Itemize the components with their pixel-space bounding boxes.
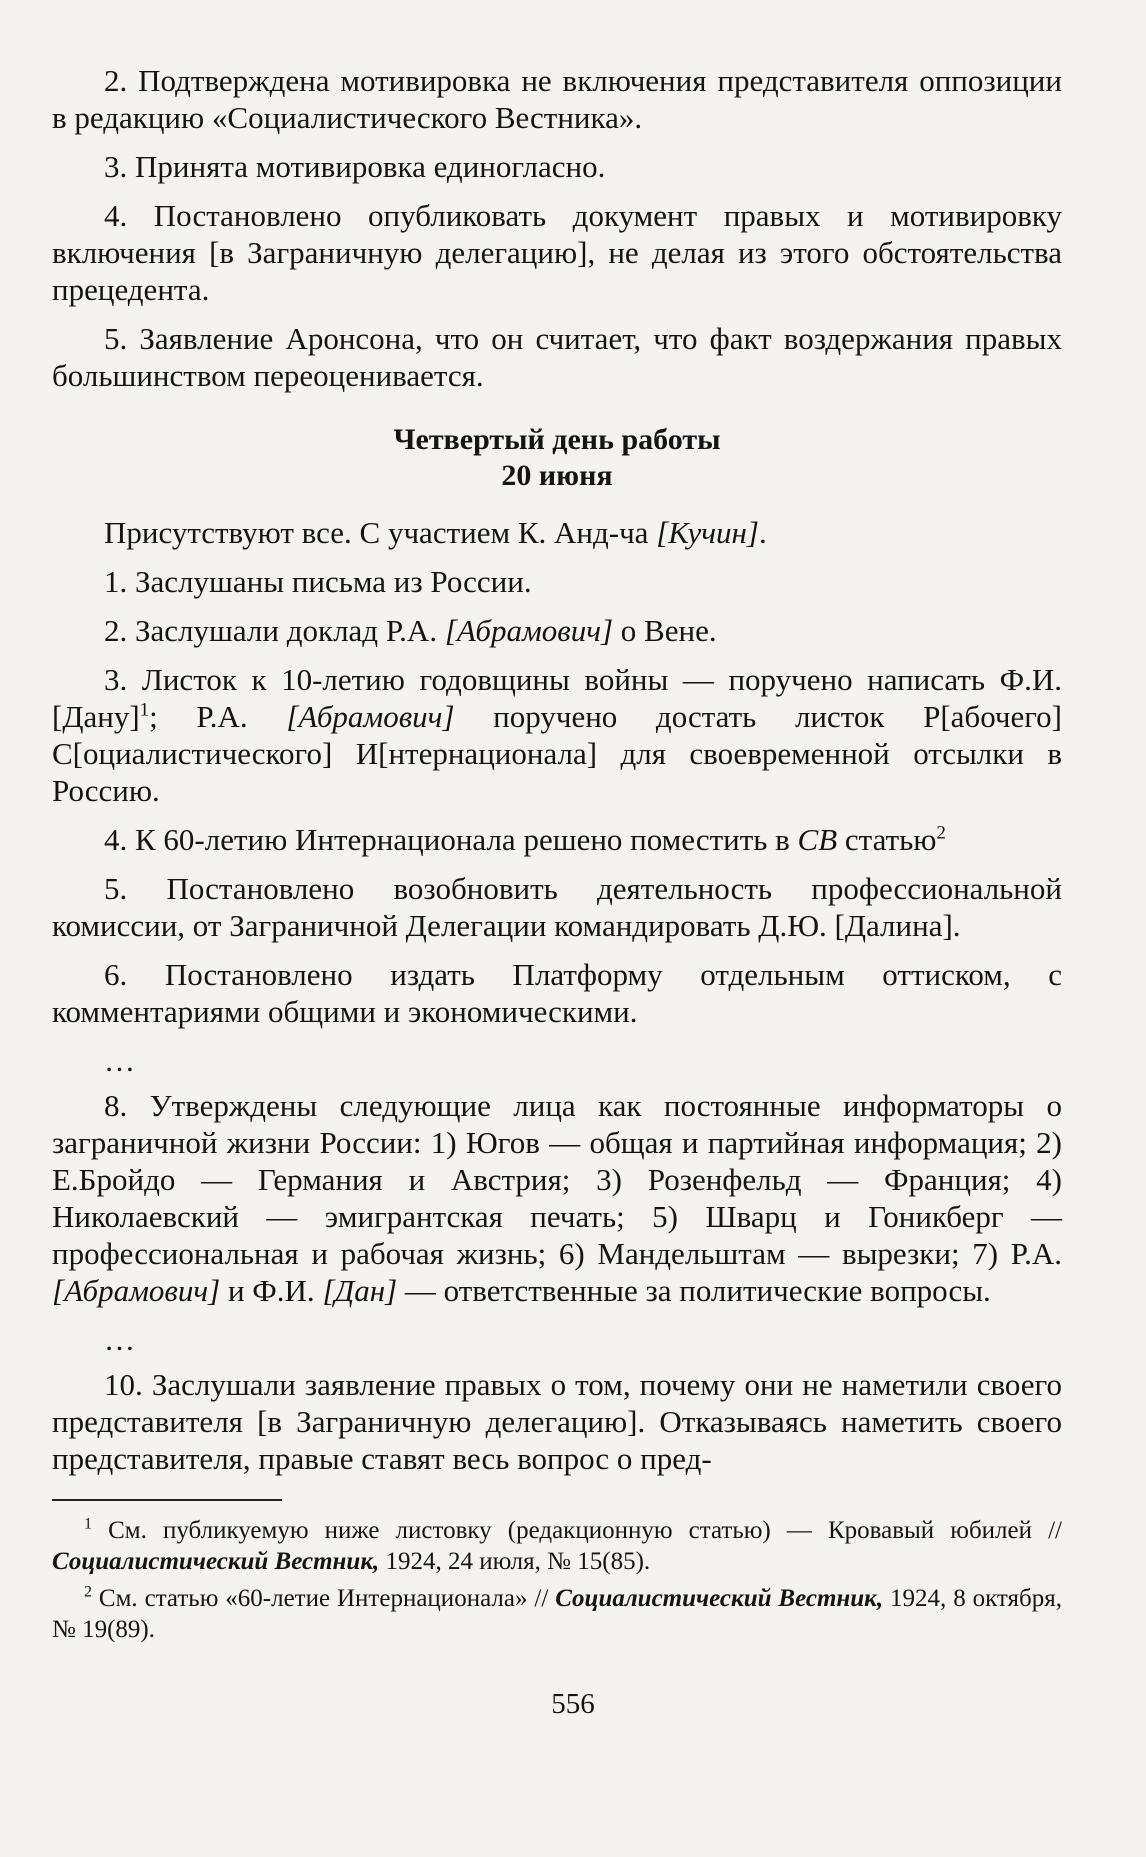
section-title: Четвертый день работы <box>393 423 721 456</box>
page-body <box>52 62 1062 1651</box>
footnote-1-journal: Социалистический Вестник, <box>52 1548 380 1575</box>
footnote-2-end: 1924, 8 октября, № 19(89). <box>52 1585 1063 1643</box>
item-8-text-b: и Ф.И. <box>220 1273 323 1308</box>
ellipsis-2: … <box>104 1322 135 1357</box>
footnote-2-number: 2 <box>84 1583 92 1601</box>
item-2-end: о Вене. <box>613 613 717 648</box>
attendance-line <box>52 514 1062 551</box>
item-8-italic-1: [Абрамович] <box>52 1273 221 1308</box>
footnote-1-end: 1924, 24 июля, № 15(85). <box>379 1548 651 1575</box>
paragraph-item-4: 4. Постановлено опубликовать документ правых и мотивировку включения [в Заграничную делегацию], не делая из этого обстоятельства прецедента. <box>52 198 1062 307</box>
item-8 <box>52 1087 1062 1309</box>
attendance-italic: [Кучин] <box>656 515 759 550</box>
footnote-2-text: См. статью «60-летие Интернационала» // <box>92 1585 556 1612</box>
footnote-1-text: См. публикуемую ниже листовку (редакционную статью) — Кровавый юбилей // <box>92 1517 1062 1544</box>
item-2 <box>52 612 1062 649</box>
paragraph-item-3: 3. Принята мотивировка единогласно. <box>104 149 606 184</box>
item-5: 5. Постановлено возобновить деятельность профессиональной комиссии, от Заграничной Делегации командировать Д.Ю. [Далина]. <box>52 871 1062 943</box>
footnote-1-number: 1 <box>84 1515 92 1533</box>
item-4-italic: СВ <box>797 822 838 857</box>
item-6: 6. Постановлено издать Платформу отдельным оттиском, с комментариями общими и экономическими. <box>52 957 1062 1029</box>
item-4-text: 4. К 60-летию Интернационала решено поместить в <box>104 822 798 857</box>
ellipsis-1: … <box>104 1043 135 1078</box>
item-8-end: — ответственные за политические вопросы. <box>397 1273 991 1308</box>
item-4-end: статью <box>837 822 937 857</box>
item-8-text: 8. Утверждены следующие лица как постоянные информаторы о заграничной жизни России: 1) Югов — общая и партийная информация; 2) Е.Бройдо — Германия и Австрия; 3) Розенфельд — Франция; 4) Николаевский — эмигрантская печать; 5) Шварц и Гоникберг — профессиональная и рабочая жизнь; 6) Мандельштам — вырезки; 7) Р.А. <box>52 1088 1062 1271</box>
footnote-2-journal: Социалистический Вестник, <box>555 1585 884 1612</box>
footnote-divider <box>52 1499 282 1501</box>
page-number: 556 <box>551 1688 595 1720</box>
footnote-1 <box>52 1515 1062 1577</box>
attendance-end: . <box>759 515 767 550</box>
footnote-2 <box>52 1583 1062 1645</box>
item-3-end: поручено достать листок Р[абочего] С[оциалистического] И[нтернационала] для своевременной отсылки в Россию. <box>52 699 1063 808</box>
item-3-text-b: ; Р.А. <box>149 699 287 734</box>
footnote-ref-1: 1 <box>139 699 150 721</box>
section-date: 20 июня <box>501 459 613 492</box>
item-8-italic-2: [Дан] <box>322 1273 398 1308</box>
section-heading <box>52 422 1062 494</box>
paragraph-item-5: 5. Заявление Аронсона, что он считает, что факт воздержания правых большинством переоценивается. <box>52 321 1062 393</box>
attendance-text: Присутствуют все. С участием К. Анд-ча <box>104 515 657 550</box>
paragraph-item-2: 2. Подтверждена мотивировка не включения представителя оппозиции в редакцию «Социалистического Вестника». <box>52 63 1062 135</box>
item-4 <box>52 821 1062 858</box>
item-2-text: 2. Заслушали доклад Р.А. <box>104 613 445 648</box>
footnote-ref-2: 2 <box>936 822 946 844</box>
item-3 <box>52 661 1062 809</box>
item-2-italic: [Абрамович] <box>444 613 614 648</box>
item-3-text: 3. Листок к 10-летию годовщины войны — поручено написать Ф.И. [Дану] <box>52 662 1062 734</box>
item-1: 1. Заслушаны письма из России. <box>104 564 532 599</box>
item-10: 10. Заслушали заявление правых о том, почему они не наметили своего представителя [в Заграничную делегацию]. Отказываясь наметить своего представителя, правые ставят весь вопрос о пред- <box>52 1367 1062 1476</box>
item-3-italic: [Абрамович] <box>286 699 455 734</box>
